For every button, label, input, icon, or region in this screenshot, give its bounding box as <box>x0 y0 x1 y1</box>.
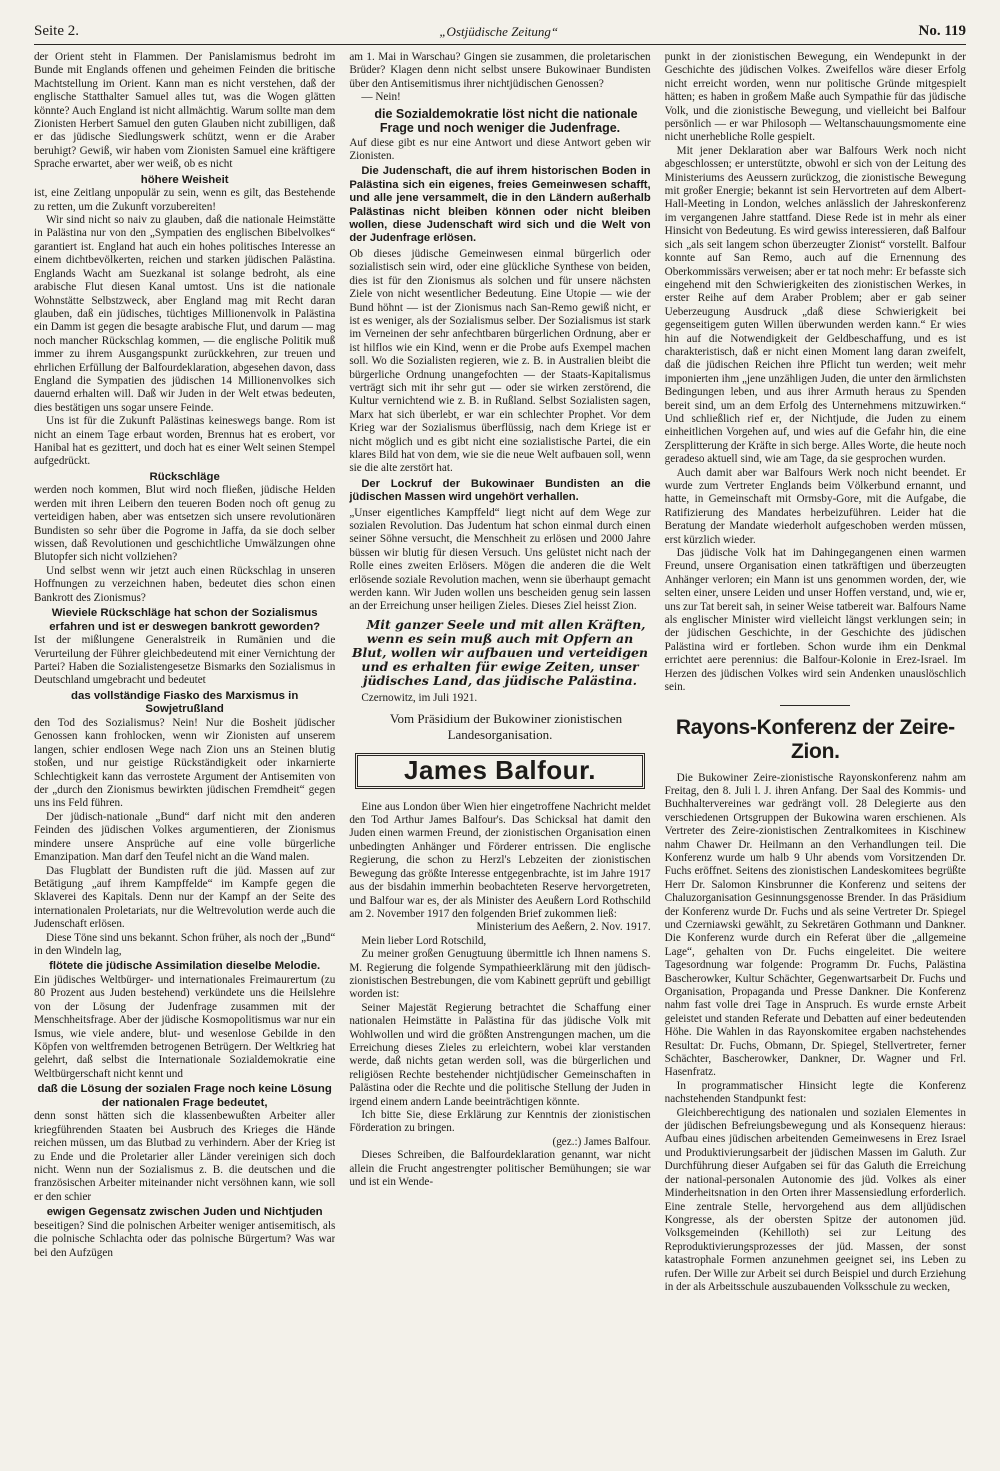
column-3 <box>665 51 966 1456</box>
paragraph: Mit jener Deklaration aber war Balfours Werk noch nicht abgeschlossen; er unterstützte, obwohl er sich von der Leitung des Ministeriums des Aeussern zurückzog, die zionistische Bewegung mit großer Energie; bekannt ist sein Hervortreten auf dem Albert-Hall-Meeting in London, welches anlässlich der Jahreskonferenz im vergangenen Jahre stattfand. Diese Rede ist in mehr als einer Hinsicht von Bedeutung. Es wird gewiss interessieren, daß Balfour sich „als seit langem schon überzeugter Zionist“ vorstellt. Balfour konnte auf San Remo, auch auf die Ernennung des Oberkommissärs verweisen; aber er tat noch mehr: Er befasste sich eingehend mit den Schwierigkeiten des zionistischen Werkes, in erster Reihe auf dem Araber Problem; aber er gab seiner Ueberzeugung Ausdruck „daß diese Schwierigkeit bei gegenseitigem guten Willen überwunden werden kann.“ Er wies hin auf die Notwendigkeit der Geldbeschaffung, und es ist charakteristisch, daß er nicht einen Moment lang daran zweifelt, daß die jüdischen Reichen ihre Pflicht tun werden; weit mehr imponierten ihm „jene unzähligen Juden, die unter den ärmlichsten Bedingungen leben, und aus ihrer Armuth heraus zu Spenden bereit sind, um an dem Erfolg des Unternehmens mitzuwirken.“ Und schließlich rief er, der Nichtjude, die Juden zu einem einheitlichen Vorgehen auf, und wies auf die Gefahr hin, die eine Zersplitterung der Kräfte in sich berge. Alles Worte, die heute noch geradeso aktuell sind, wie am Tage, da sie gesprochen wurden. <box>664 144 966 466</box>
bold-paragraph: Die Judenschaft, die auf ihrem historischen Boden in Palästina sich ein eigenes, freies Gemeinwesen schafft, und alle jene versammelt, die in den Ländern außerhalb Palästinas nicht bleiben können oder nicht bleiben wollen, diese Judenschaft wird sich und die Welt von der Judenfrage erlösen. <box>349 165 651 245</box>
subheading: daß die Lösung der sozialen Frage noch keine Lösung der nationalen Frage bedeutet, <box>37 1083 332 1109</box>
paragraph: den Tod des Sozialismus? Nein! Nur die Bosheit jüdischer Genossen kann frohlocken, wenn wir Zionisten auf unserem langen, schier endlosen Wege nach Zion uns an Steinen blutig stoßen, und nur geistige Rückständigkeit oder inkarnierte Schlechtigkeit kann das verrostete Argument der Antisemiten von der „durch den Zionismus bewirkten jüdischen Fremdheit“ gegen uns ins Feld führen. <box>34 717 336 810</box>
paragraph: denn sonst hätten sich die klassenbewußten Arbeiter aller kriegführenden Staaten bei Ausbruch des Krieges die Hände reichen müssen, um das Blutbad zu verhindern. Aber der Krieg ist zu Ende und die Proletarier aller Länder vereinigen sich doch nicht. Wenn nun der Sozialismus z. B. die deutschen und die französischen Arbeiter miteinander nicht versöhnen kann, wie soll er den schier <box>34 1110 336 1203</box>
paragraph: beseitigen? Sind die polnischen Arbeiter weniger antisemitisch, als die polnische Schlachta oder das polnische Bürgertum? Was war bei den Aufzügen <box>34 1219 336 1259</box>
letter-date: Ministerium des Aeßern, 2. Nov. 1917. <box>476 921 651 934</box>
balfour-headline-box: James Balfour. <box>355 753 644 788</box>
paragraph: Gleichberechtigung des nationalen und sozialen Elementes in der jüdischen Befreiungsbewegung und als Konsequenz hieraus: Aufbau eines jüdischen arbeitenden Gemeinwesens in Erez Israel und Produktivierungsarbeit der jüdischen Massen im Galuth. Zur Durchführung dieser Aufgaben sei für das Galuth die Erreichung der national-personalen Autonomie des jüd. Volkes als einer Minderheitsnation in den Orten ihrer Massensiedlung erforderlich. Eine zentrale Stelle, hervorgehend aus dem alljüdischen Kongresse, als der obersten Spitze der autonomen jüd. Volksgemeinden (Kehilloth) sei zur Leitung des Reproduktivierungsprozesses der jüd. Massen, der sonst katastrophale Formen anzunehmen geeignet sei, ins Leben zu rufen. Der Wille zur Arbeit sei durch Beispiel und durch Erziehung in der als Arbeitsschule auszubauenden Volksschule zu wecken, <box>664 1106 966 1293</box>
paragraph: — Nein! <box>361 91 401 104</box>
subheading: die Sozialdemokratie löst nicht die nationale Frage und noch weniger die Judenfrage. <box>374 106 638 135</box>
subheading: Der Lockruf der Bukowinaer Bundisten an die jüdischen Massen wird ungehört verhallen. <box>349 477 651 504</box>
column-1 <box>34 51 335 1456</box>
subheading: Rückschläge <box>149 470 220 483</box>
paragraph: ist, eine Zeitlang unpopulär zu sein, wenn es gilt, das Bestehende zu retten, um die Zukunft vorzubereiten! <box>34 187 336 213</box>
paragraph: Ein jüdisches Weltbürger- und internationales Freimaurertum (zu 80 Prozent aus Juden bestehend) verkündete uns die Heilslehre von der Lösung der Judenfrage zusammen mit der Menschheitsfrage. Aber der jüdische Kosmopolitismus war nur ein Ismus, wie viele andere, blut- und wesenlose Gebilde in den Köpfen von weltfremden betrogenen Betrügern. Der Weltkrieg hat gelehrt, daß selbst die Internationale Sozialdemokratie eine Weltbürgerschaft nicht kennt und <box>34 973 336 1080</box>
paragraph: Diese Töne sind uns bekannt. Schon früher, als noch der „Bund“ in den Windeln lag, <box>34 931 336 957</box>
paragraph: Auch damit aber war Balfours Werk noch nicht beendet. Er wurde zum Vertreter Englands beim Völkerbund ernannt, und hatte, in Gemeinschaft mit Ormsby-Gore, mit die Aufgabe, die Ratifizierung des Mandates herbeizuführen. Leider hat die Beratung der Mandate wiederholt aufgeschoben werden müssen, erst kürzlich wieder. <box>664 466 966 546</box>
paragraph: Dieses Schreiben, die Balfourdeklaration genannt, war nicht allein die Frucht angestrengter politischer Bemühungen; sie war und ist ein Wende- <box>349 1149 651 1189</box>
letter-salutation: Mein lieber Lord Rotschild, <box>361 934 487 947</box>
subheading: flötete die jüdische Assimilation dieselbe Melodie. <box>49 960 321 973</box>
newspaper-title: „Ostjüdische Zeitung“ <box>439 24 559 39</box>
paragraph: Auf diese gibt es nur eine Antwort und diese Antwort geben wir Zionisten. <box>349 136 651 163</box>
dateline: Czernowitz, im Juli 1921. <box>361 691 478 704</box>
divider <box>780 705 850 706</box>
paragraph: Uns ist für die Zukunft Palästinas keineswegs bange. Rom ist nicht an einem Tage erbaut worden, Brennus hat es erobert, vor Hanibal hat es gezittert, und doch hat es einer Welt seinen Stempel aufgedrückt. <box>34 415 336 468</box>
signature: Vom Präsidium der Bukowiner zionistischen Landesorganisation. <box>389 711 623 743</box>
page-number: Seite 2. <box>34 23 79 39</box>
paragraph: Das jüdische Volk hat im Dahingegangenen einen warmen Freund, unsere Organisation einen tatkräftigen und überzeugten Anhänger verloren; ein Mann ist uns genommen worden, der, wie selten einer, unsere Leiden und unser Hoffen verstand, und, wie er, uns zur Tat bereit sah, in seiner Weise tatbereit war. Balfours Name als englischer Minister wird vielleicht längst verklungen sein; in der jüdischen Geschichte, in der Geschichte des jüdischen Palästina wird er fortleben. Schon wurde ihm ein Denkmal errichtet aere perennius: die Balfour-Kolonie in Erez-Israel. Im Herzen des jüdischen Volkes wird sein Andenken unauslöschlich sein. <box>664 547 966 694</box>
appeal-text: Mit ganzer Seele und mit allen Kräften, wenn es sein muß auch mit Opfern an Blut, wollen wir aufbauen und verteidigen und es erhalten für ewige Zeiten, unser jüdisches Land, das jüdische Palästina. <box>351 616 648 688</box>
paragraph: Der jüdisch-nationale „Bund“ darf nicht mit den anderen Feinden des jüdischen Volkes argumentieren, der Zionismus mindere unsere Ansprüche auf eine volle bürgerliche Emanzipation. Man darf den Teufel nicht an die Wand malen. <box>34 810 336 864</box>
paragraph: Zu meiner großen Genugtuung übermittle ich Ihnen namens S. M. Regierung die folgende Sympathieerklärung mit den jüdisch-zionistischen Bestrebungen, die vom Kabinett geprüft und gebilligt worden ist: <box>349 948 651 1001</box>
page-header <box>34 22 966 45</box>
declaration-text: Seiner Majestät Regierung betrachtet die Schaffung einer nationalen Heimstätte in Palästina für das jüdische Volk mit Wohlwollen und wird die größten Anstrengungen machen, um die Erreichung dieses Zieles zu erleichtern, wobei klar verstanden werde, daß nichts getan werden soll, was die bürgerlichen und religiösen Rechte bestehender nichtjüdischer Gemeinschaften in Palästina oder die Rechte und die politische Stellung der Juden in irgend einem andern Lande beeinträchtigen könnte. <box>349 1001 651 1108</box>
column-2 <box>349 51 650 1456</box>
paragraph: am 1. Mai in Warschau? Gingen sie zusammen, die proletarischen Brüder? Klagen denn nicht selbst unsere Bukowinaer Bundisten über den Antisemitismus ihrer nichtjüdischen Genossen? <box>349 51 651 90</box>
paragraph: Wir sind nicht so naiv zu glauben, daß die nationale Heimstätte in Palästina nur von den „Sympatien des englischen Bibelvolkes“ garantiert ist. England hat auch ein hohes politisches Interesse an einem dichtbevölkerten, reichen und starken jüdischen Palästina. Englands Wacht am Suezkanal ist solange bedroht, als eine arabische Flut diesen Kanal umtost. Uns ist die nationale Wohnstätte Selbstzweck, aber England mag mit Recht daran glauben, daß ein jüdisches, tüchtiges Millionenvolk in Palästina ein Damm ist gegen die besagte arabische Flut, und darum — mag noch mancher Rückschlag kommen, — die englische Politik muß immer zu ihrem Ausgangspunkt zurückkehren, zur treuen und ehrlichen Erfüllung der Balfourdeklaration, abgesehen davon, dass England die Sympatien des jüdischen 14 Millionenvolkes sich dauernd erhalten will. Daß wir Juden in der Welt etwas bedeuten, dies bestätigen uns sogar unsere Feinde. <box>34 214 336 414</box>
paragraph: Ich bitte Sie, diese Erklärung zur Kenntnis der zionistischen Förderation zu bringen. <box>349 1109 651 1135</box>
subheading: höhere Weisheit <box>140 173 229 186</box>
issue-number: No. 119 <box>918 23 966 39</box>
subheading: das vollständige Fiasko des Marxismus in Sowjetrußland <box>71 689 299 716</box>
paragraph: punkt in der zionistischen Bewegung, ein Wendepunkt in der Geschichte des jüdischen Volkes. Zweifellos wäre dieser Erfolg nicht erreicht worden, wenn nur politische Gründe mitgespielt hätten; es haben in großem Maße auch Sympathie für das jüdische Volk, und die zionistische Bewegung, und vielleicht bei Balfour persönlich — er war Philosoph — Weltanschauungsmomente eine nicht unerhebliche Rolle gespielt. <box>664 51 966 144</box>
paragraph: In programmatischer Hinsicht legte die Konferenz nachstehenden Standpunkt fest: <box>664 1079 966 1106</box>
paragraph: Ist der mißlungene Generalstreik in Rumänien und die Verurteilung der Führer gleichbedeutend mit einer Vernichtung der Partei? Haben die Sozialistengesetze Bismarks den Sozialismus in Deutschland umgebracht und bedeutet <box>34 634 336 687</box>
letter-signature: (gez.:) James Balfour. <box>552 1135 651 1148</box>
paragraph: der Orient steht in Flammen. Der Panislamismus bedroht im Bunde mit Englands offenen und geheimen Feinden die britische Machtstellung im Orient. Kann man es nicht verstehen, daß der englische Statthalter Samuel alles tut, was die Wogen glätten könnte? Auch England ist nicht allmächtig. Warum sollte man dem Zionisten Herbert Samuel den guten Glauben nicht zubilligen, daß er das jüdische Siedlungswerk schützt, wenn er die Araber beruhigt? Gewiß, wir haben vom Zionisten Samuel eine kräftigere Sprache erwartet, aber wer weiß, ob es nicht <box>34 51 336 171</box>
paragraph: werden noch kommen, Blut wird noch fließen, jüdische Helden werden mit ihren Leibern den teueren Boden noch oft genug zu verteidigen haben, aber was entsetzen sich unsere revolutionären Bundisten so sehr über die Pogrome in Jaffa, da sie doch selber wissen, daß Revolutionen und geschichtliche Umwälzungen ohne Blutopfer sich nicht vollziehen? <box>34 484 336 564</box>
paragraph: Das Flugblatt der Bundisten ruft die jüd. Massen auf zur Betätigung „auf ihrem Kampffelde“ im Kampfe gegen die Sklaverei des Kapitals. Denn nur der Kampf an der Seite des internationalen Proletariats, nur die Weltrevolution werde auch die Judenschaft erlösen. <box>34 864 336 931</box>
paragraph: Ob dieses jüdische Gemeinwesen einmal bürgerlich oder sozialistisch sein wird, oder eine glückliche Synthese von beiden, dies ist für den Zionismus als solchen und für unsere nächsten Ziele von nicht wesentlicher Bedeutung. Eine Utopie — wie der Bund höhnt — ist der Zionismus nach San-Remo gewiß nicht, er ist es weniger, als der Sozialismus selber. Der Sozialismus ist stark im Verneinen der sehr anfechtbaren bürgerlichen Ordnung, aber er ist hilflos wie ein Kind, wenn er die Probe aufs Exempel machen soll. Wo die Sozialisten regieren, wie z. B. in Australien bleibt die bürgerliche Ordnung unangefochten — der Staats-Kapitalismus verträgt sich mit ihr sehr gut — oder sie wirken zerstörend, die Kultur vernichtend wie z. B. in Rußland. Selbst Sozialisten sagen, Marx hat sich überlebt, er war ein schlechter Prophet. Vor dem Krieg war der Sozialismus überflüssig, nach dem Kriege ist er nicht möglich und es gibt nicht eine sozialistische Partei, die ein klares Bild hat von dem, wie sie die neue Welt aufbauen soll, wenn sie die alte zerstört hat. <box>349 247 651 475</box>
columns <box>34 51 966 1456</box>
paragraph: Eine aus London über Wien hier eingetroffene Nachricht meldet den Tod Arthur James Balfour's. Das Schicksal hat damit den Juden einen warmen Freund, der zionistischen Organisation einen unbedingten Anhänger und Förderer entrissen. Die englische Regierung, die schon zu Herzl's Lebzeiten der zionistischen Bewegung das größte Interesse entgegenbrachte, ist im Jahre 1917 aus der bisdahin immerhin beobachteten Reserve hervorgetreten, und Balfour war es, der als Minister des Aeußern Lord Rothschild am 2. November 1917 den folgenden Brief zukommen ließ: <box>349 800 651 920</box>
article-headline: Rayons-Konferenz der Zeire-Zion. <box>675 715 955 763</box>
subheading: ewigen Gegensatz zwischen Juden und Nichtjuden <box>46 1206 323 1219</box>
paragraph: „Unser eigentliches Kampffeld“ liegt nicht auf dem Wege zur sozialen Revolution. Das Judentum hat schon einmal durch einen seiner Söhne versucht, die Menschheit zu erlösen und 2000 Jahre büssen wir blutig für diesen Versuch. Uns gelüstet nicht nach der Rolle eines zweiten Erlösers. Mögen die anderen die die Welt erlösende soziale Revolution machen, wenn sie überhaupt gemacht werden kann. Wir Juden wollen uns bescheiden genug sein lassen an der Erreichung unser heiligen Zieles. Dieses Ziel heisst Zion. <box>349 506 651 613</box>
subheading: Wieviele Rückschläge hat schon der Sozialismus erfahren und ist er deswegen bankrott geworden? <box>49 607 321 633</box>
paragraph: Die Bukowiner Zeire-zionistische Rayonskonferenz nahm am Freitag, den 8. Juli l. J. ihren Anfang. Der Saal des Kommis- und Buchhaltervereines war gedrängt voll. 28 Delegierte aus den verschiedenen Ortsgruppen der Bukowina waren erschienen. Als Vertreter des Zeire-zionistischen Zentralkomitees in Kischinew nahm Chawer Dr. Heilmann an den Verhandlungen teil. Die Konferenz wurde um halb 9 Uhr abends vom Vorsitzenden Dr. Fuchs eröffnet. Seitens des zionistischen Landeskomitees begrüßte Herr Dr. Salomon Kinsbrunner die Konferenz und seitens der Chaluzorganisation Gesinnungsgenosse Brender. In das Präsidium der Konferenz wurde Dr. Fuchs und als seine Vertreter Dr. Spiegel und Czerniawski gewählt, zu Sekretären Gothmann und Dankner. Die Konferenz wurde durch ein Referat über die „allgemeine Lage“, gehalten von Dr. Fuchs eingeleitet. Die weitere Tagesordnung war folgende: Programm Dr. Fuchs, Palästina Bascherowker, Kultur Schächter, Gegenwartsarbeit Dr. Fuchs und Organisation, Propaganda und Presse Dankner. Die Konferenz nahm fast volle drei Tage in Anspruch. Es wurde ernste Arbeit geleistet und standen Referate und Debatten auf einer bedeutenden Höhe. Die Wahlen in das Rayonskomitee ergaben nachstehendes Resultat: Dr. Fuchs, Obmann, Dr. Spiegel, Stellvertreter, ferner Schächter, Bascherowker, Dankner, Dr. Wagner und Frl. Hasenfratz. <box>664 771 966 1079</box>
paragraph: Und selbst wenn wir jetzt auch einen Rückschlag in unseren Hoffnungen zu verzeichnen haben, bedeutet dies schon einen Bankrott des Zionismus? <box>34 564 336 604</box>
